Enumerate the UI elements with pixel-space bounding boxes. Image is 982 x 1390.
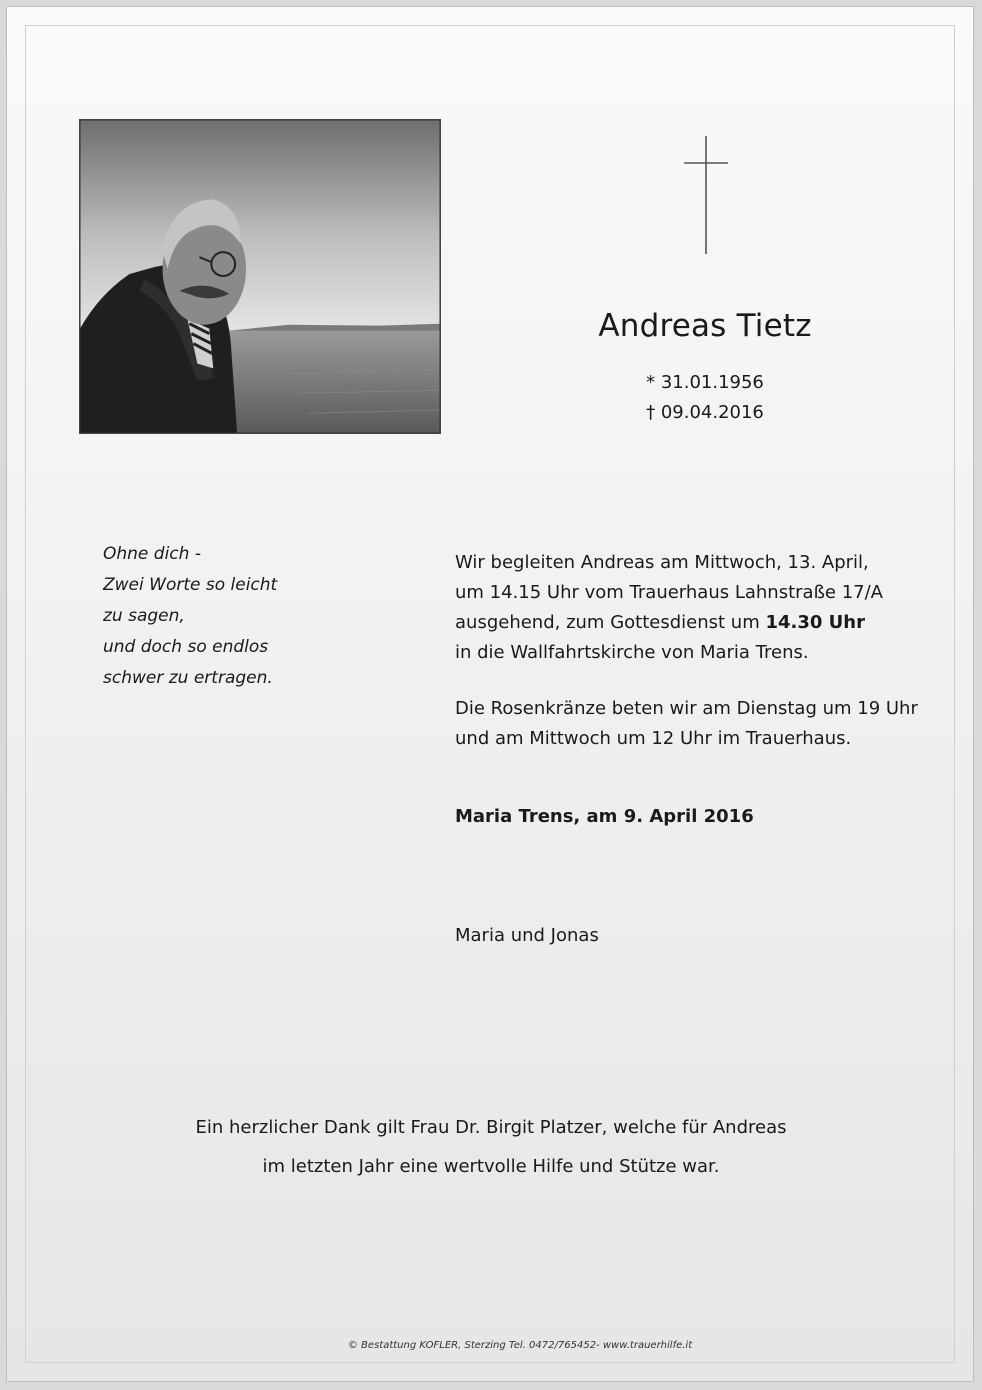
cross-icon	[682, 134, 730, 256]
thanks-line: Ein herzlicher Dank gilt Frau Dr. Birgit Platzer, welche für Andreas	[195, 1117, 787, 1138]
text-line: Wir begleiten Andreas am Mittwoch, 13. April,	[455, 552, 869, 573]
poem-line: und doch so endlos	[103, 637, 269, 657]
life-dates	[560, 368, 850, 428]
funeral-announcement	[455, 548, 955, 754]
text-line: ausgehend, zum Gottesdienst um	[455, 612, 766, 633]
text-line: um 14.15 Uhr vom Trauerhaus Lahnstraße 17/A	[455, 582, 883, 603]
poem-line: Zwei Worte so leicht	[103, 575, 278, 595]
deceased-name: Andreas Tietz	[598, 308, 812, 344]
memorial-poem	[103, 539, 333, 694]
thanks-note	[0, 1108, 982, 1186]
text-line: und am Mittwoch um 12 Uhr im Trauerhaus.	[455, 728, 852, 749]
thanks-line: im letzten Jahr eine wertvolle Hilfe und Stütze war.	[262, 1156, 720, 1177]
poem-line: Ohne dich -	[103, 544, 201, 564]
poem-line: schwer zu ertragen.	[103, 668, 273, 688]
service-time: 14.30 Uhr	[765, 612, 865, 633]
death-date: † 09.04.2016	[646, 402, 764, 423]
text-line: Die Rosenkränze beten wir am Dienstag um 19 Uhr	[455, 698, 918, 719]
portrait-photo	[79, 119, 441, 434]
text-line: in die Wallfahrtskirche von Maria Trens.	[455, 642, 809, 663]
birth-date: * 31.01.1956	[646, 372, 764, 393]
publisher-footer: © Bestattung KOFLER, Sterzing Tel. 0472/765452- www.trauerhilfe.it	[347, 1340, 693, 1351]
mourners-signature: Maria und Jonas	[455, 925, 599, 946]
place-date: Maria Trens, am 9. April 2016	[455, 806, 754, 827]
poem-line: zu sagen,	[103, 606, 185, 626]
rosary-paragraph	[455, 694, 955, 754]
service-paragraph	[455, 548, 955, 668]
